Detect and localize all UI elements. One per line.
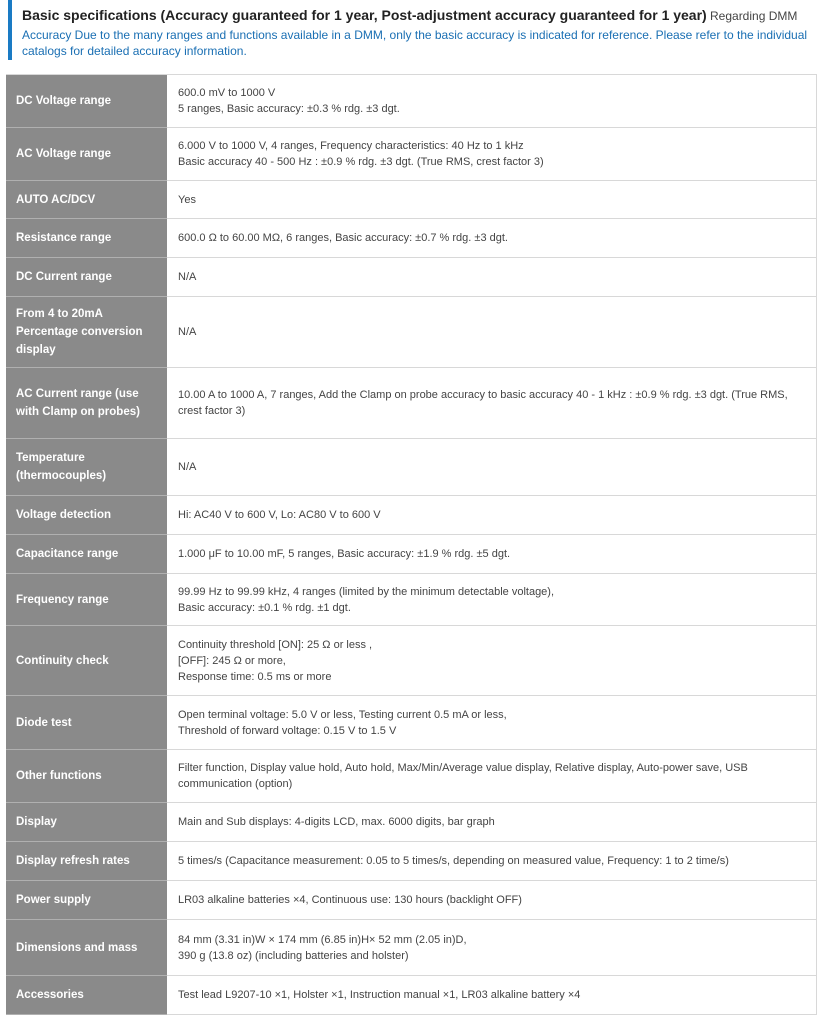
spec-label: Display refresh rates <box>6 842 167 881</box>
table-row <box>6 297 817 368</box>
spec-value <box>167 297 817 368</box>
spec-value-line: 6.000 V to 1000 V, 4 ranges, Frequency characteristics: 40 Hz to 1 kHz <box>178 140 524 152</box>
table-row <box>6 626 817 696</box>
spec-value-line: Yes <box>178 193 196 206</box>
spec-value <box>167 535 817 574</box>
spec-value-line: Open terminal voltage: 5.0 V or less, Testing current 0.5 mA or less, <box>178 708 507 721</box>
spec-value <box>167 976 817 1015</box>
spec-value <box>167 574 817 626</box>
spec-value <box>167 368 817 439</box>
page-title: Basic specifications (Accuracy guaranteed for 1 year, Post-adjustment accuracy guaranteed for 1 year) <box>22 7 707 23</box>
spec-value-line: Response time: 0.5 ms or more <box>178 670 332 683</box>
spec-value <box>167 750 817 803</box>
spec-value-line: N/A <box>178 271 197 283</box>
spec-value-line: 84 mm (3.31 in)W × 174 mm (6.85 in)H× 52 mm (2.05 in)D, <box>178 933 467 946</box>
table-row <box>6 439 817 496</box>
table-row <box>6 368 817 439</box>
spec-value <box>167 219 817 258</box>
spec-label: DC Voltage range <box>6 75 167 128</box>
table-row <box>6 219 817 258</box>
spec-value <box>167 181 817 219</box>
spec-label: DC Current range <box>6 258 167 297</box>
table-row <box>6 750 817 803</box>
spec-value-line: N/A <box>178 461 197 473</box>
accuracy-note: Accuracy Due to the many ranges and functions available in a DMM, only the basic accuracy is indicated for reference. Please refer to the individual catalogs for detailed accuracy information. <box>22 28 808 58</box>
spec-label: Display <box>6 803 167 842</box>
spec-label: From 4 to 20mA Percentage conversion display <box>6 297 167 368</box>
spec-label: Resistance range <box>6 219 167 258</box>
spec-label: AUTO AC/DCV <box>6 181 167 219</box>
spec-value <box>167 920 817 976</box>
spec-value-line: N/A <box>178 326 197 338</box>
spec-value-line: 5 ranges, Basic accuracy: ±0.3 % rdg. ±3 dgt. <box>178 103 400 115</box>
spec-value-line: 1.000 μF to 10.00 mF, 5 ranges, Basic accuracy: ±1.9 % rdg. ±5 dgt. <box>178 548 511 560</box>
table-row <box>6 535 817 574</box>
spec-value-line: 99.99 Hz to 99.99 kHz, 4 ranges (limited by the minimum detectable voltage), <box>178 585 555 598</box>
table-row <box>6 496 817 535</box>
spec-label: Capacitance range <box>6 535 167 574</box>
spec-value-line: Test lead L9207-10 ×1, Holster ×1, Instruction manual ×1, LR03 alkaline battery ×4 <box>178 989 581 1001</box>
spec-table-body <box>6 75 817 1015</box>
spec-value-line: 600.0 mV to 1000 V <box>178 87 276 99</box>
table-row <box>6 258 817 297</box>
table-row <box>6 75 817 128</box>
spec-value <box>167 626 817 696</box>
spec-label: Continuity check <box>6 626 167 696</box>
spec-value-line: Continuity threshold [ON]: 25 Ω or less , <box>178 638 373 651</box>
spec-label: Dimensions and mass <box>6 920 167 976</box>
spec-label: AC Current range (use with Clamp on probes) <box>6 368 167 439</box>
spec-value <box>167 439 817 496</box>
spec-label: Temperature (thermocouples) <box>6 439 167 496</box>
spec-label: AC Voltage range <box>6 128 167 181</box>
spec-label: Accessories <box>6 976 167 1015</box>
spec-value <box>167 881 817 920</box>
spec-table <box>6 74 817 1015</box>
spec-value-line: 5 times/s (Capacitance measurement: 0.05 to 5 times/s, depending on measured value, Frequency: 1 to 2 time/s) <box>178 855 729 867</box>
table-row <box>6 842 817 881</box>
table-row <box>6 881 817 920</box>
spec-value-line: Hi: AC40 V to 600 V, Lo: AC80 V to 600 V <box>178 509 381 521</box>
spec-value <box>167 842 817 881</box>
spec-value-line: LR03 alkaline batteries ×4, Continuous use: 130 hours (backlight OFF) <box>178 894 522 906</box>
spec-value-line: Main and Sub displays: 4-digits LCD, max. 6000 digits, bar graph <box>178 816 495 828</box>
spec-label: Power supply <box>6 881 167 920</box>
spec-value-line: Basic accuracy: ±0.1 % rdg. ±1 dgt. <box>178 601 351 614</box>
spec-value <box>167 496 817 535</box>
spec-value <box>167 696 817 750</box>
spec-value-line: 600.0 Ω to 60.00 MΩ, 6 ranges, Basic accuracy: ±0.7 % rdg. ±3 dgt. <box>178 232 508 244</box>
spec-label: Frequency range <box>6 574 167 626</box>
spec-label: Other functions <box>6 750 167 803</box>
regarding-dmm-link[interactable]: Regarding DMM <box>710 9 798 23</box>
spec-value-line: 390 g (13.8 oz) (including batteries and holster) <box>178 949 409 962</box>
table-row <box>6 574 817 626</box>
spec-value-line: [OFF]: 245 Ω or more, <box>178 654 286 667</box>
table-row <box>6 803 817 842</box>
spec-value-line: 10.00 A to 1000 A, 7 ranges, Add the Clamp on probe accuracy to basic accuracy 40 - 1 kHz : ±0.9 % rdg. ±3 dgt. (True RMS, crest factor 3) <box>178 389 788 417</box>
spec-label: Diode test <box>6 696 167 750</box>
table-row <box>6 128 817 181</box>
spec-value-line: Filter function, Display value hold, Auto hold, Max/Min/Average value display, Relative display, Auto-power save, USB communication (option) <box>178 762 748 790</box>
table-row <box>6 696 817 750</box>
spec-header <box>8 0 822 60</box>
spec-label: Voltage detection <box>6 496 167 535</box>
spec-value-line: Basic accuracy 40 - 500 Hz : ±0.9 % rdg. ±3 dgt. (True RMS, crest factor 3) <box>178 156 544 168</box>
spec-value-line: Threshold of forward voltage: 0.15 V to 1.5 V <box>178 724 397 737</box>
spec-value <box>167 258 817 297</box>
spec-value <box>167 75 817 128</box>
table-row <box>6 976 817 1015</box>
table-row <box>6 181 817 219</box>
spec-value <box>167 803 817 842</box>
spec-value <box>167 128 817 181</box>
table-row <box>6 920 817 976</box>
